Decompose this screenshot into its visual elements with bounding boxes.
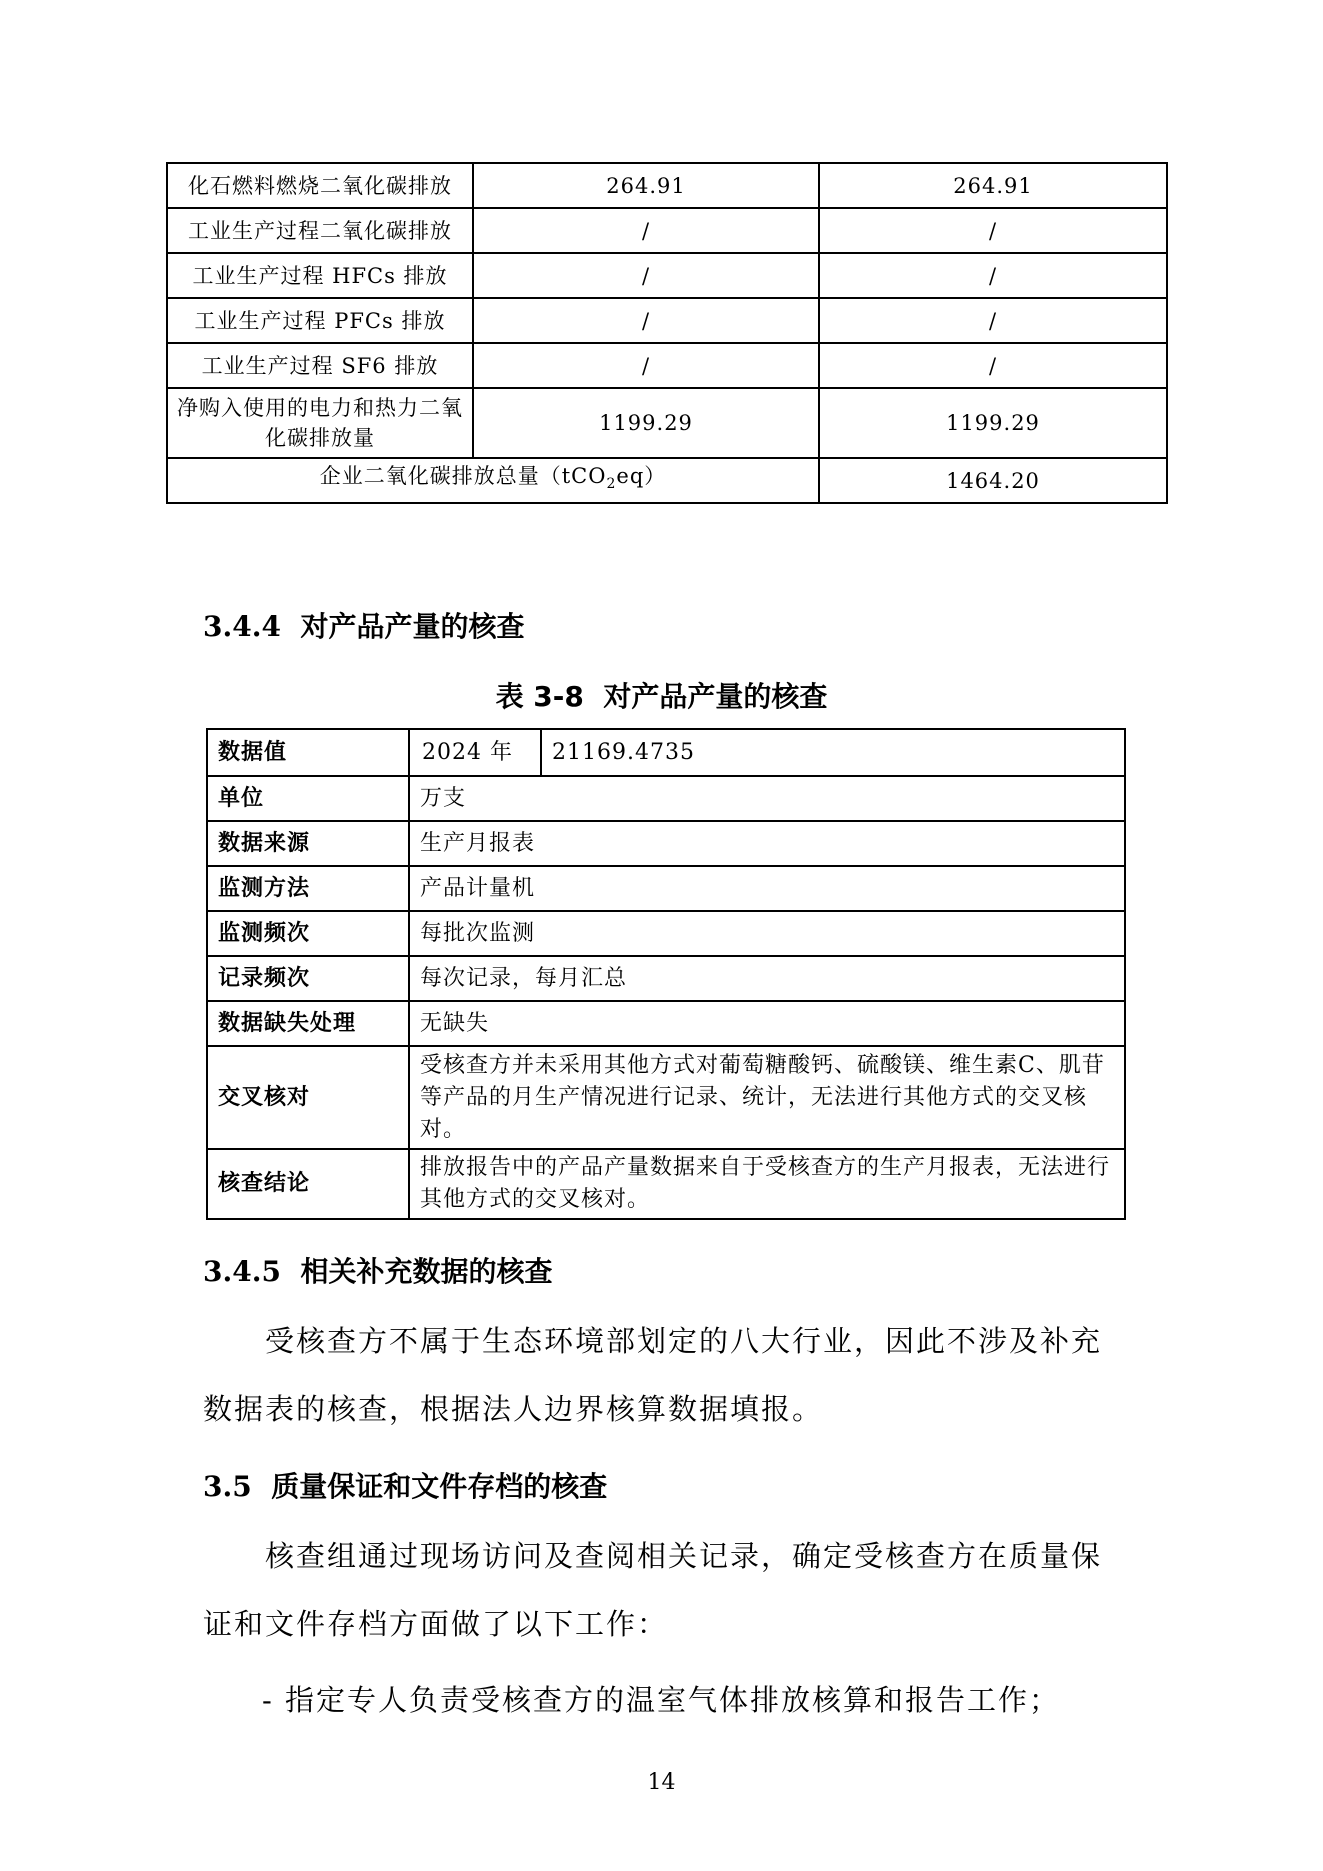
section-heading-3-4-5 bbox=[203, 1250, 552, 1290]
table-caption bbox=[0, 675, 1323, 715]
row-value-2: 264.91 bbox=[819, 163, 1167, 208]
row-value-1: 264.91 bbox=[473, 163, 819, 208]
row-value-2: / bbox=[819, 298, 1167, 343]
section-heading-3-4-4 bbox=[203, 605, 524, 645]
row-label: 化石燃料燃烧二氧化碳排放 bbox=[167, 163, 473, 208]
table-row bbox=[207, 866, 1125, 911]
table-row bbox=[207, 776, 1125, 821]
row-label: 工业生产过程二氧化碳排放 bbox=[167, 208, 473, 253]
row-value-1: 1199.29 bbox=[473, 388, 819, 458]
table-row bbox=[207, 1046, 1125, 1149]
row-value: 受核查方并未采用其他方式对葡萄糖酸钙、硫酸镁、维生素C、肌苷等产品的月生产情况进行记录、统计，无法进行其他方式的交叉核对。 bbox=[409, 1046, 1125, 1149]
row-value: 每次记录，每月汇总 bbox=[409, 956, 1125, 1001]
bullet-item: - 指定专人负责受核查方的温室气体排放核算和报告工作； bbox=[262, 1683, 1061, 1717]
row-value-1: / bbox=[473, 253, 819, 298]
row-label: 数据缺失处理 bbox=[207, 1001, 409, 1046]
page-number: 14 bbox=[647, 1770, 676, 1795]
total-label-suffix: eq） bbox=[616, 464, 667, 489]
row-value-1: / bbox=[473, 343, 819, 388]
row-value-1: / bbox=[473, 208, 819, 253]
caption-title: 对产品产量的核查 bbox=[603, 680, 828, 713]
section-title: 质量保证和文件存档的核查 bbox=[271, 1470, 608, 1503]
row-label: 工业生产过程 SF6 排放 bbox=[167, 343, 473, 388]
value-cell bbox=[409, 729, 1125, 776]
table-row bbox=[207, 956, 1125, 1001]
total-row bbox=[167, 458, 1167, 503]
row-label: 数据值 bbox=[207, 729, 409, 776]
table-row bbox=[167, 163, 1167, 208]
row-value: 无缺失 bbox=[409, 1001, 1125, 1046]
paragraph-3-5: 核查组通过现场访问及查阅相关记录，确定受核查方在质量保证和文件存档方面做了以下工作： bbox=[203, 1539, 1103, 1641]
emissions-table bbox=[166, 162, 1168, 504]
row-value-2: 1199.29 bbox=[819, 388, 1167, 458]
row-label: 工业生产过程 HFCs 排放 bbox=[167, 253, 473, 298]
row-label: 交叉核对 bbox=[207, 1046, 409, 1149]
row-label: 单位 bbox=[207, 776, 409, 821]
table-row bbox=[167, 208, 1167, 253]
total-label-prefix: 企业二氧化碳排放总量（tCO bbox=[319, 464, 607, 489]
total-value: 1464.20 bbox=[819, 458, 1167, 503]
row-label: 净购入使用的电力和热力二氧化碳排放量 bbox=[167, 388, 473, 458]
row-label: 监测方法 bbox=[207, 866, 409, 911]
table-row bbox=[167, 343, 1167, 388]
row-label: 记录频次 bbox=[207, 956, 409, 1001]
row-value-2: / bbox=[819, 343, 1167, 388]
row-value: 每批次监测 bbox=[409, 911, 1125, 956]
table-row bbox=[207, 1149, 1125, 1219]
row-value: 生产月报表 bbox=[409, 821, 1125, 866]
section-title: 对产品产量的核查 bbox=[300, 610, 525, 643]
section-title: 相关补充数据的核查 bbox=[300, 1255, 553, 1288]
section-heading-3-5 bbox=[203, 1465, 607, 1505]
row-value-1: / bbox=[473, 298, 819, 343]
value-amount: 21169.4735 bbox=[552, 739, 695, 765]
total-label-subscript: 2 bbox=[606, 476, 617, 493]
row-value: 排放报告中的产品产量数据来自于受核查方的生产月报表，无法进行其他方式的交叉核对。 bbox=[409, 1149, 1125, 1219]
year-cell: 2024 年 bbox=[422, 730, 542, 775]
row-value: 万支 bbox=[409, 776, 1125, 821]
table-row bbox=[167, 253, 1167, 298]
row-value-2: / bbox=[819, 208, 1167, 253]
section-number: 3.5 bbox=[203, 1470, 252, 1503]
row-label: 工业生产过程 PFCs 排放 bbox=[167, 298, 473, 343]
table-row bbox=[207, 821, 1125, 866]
total-label bbox=[167, 458, 819, 503]
table-row bbox=[207, 911, 1125, 956]
row-value: 产品计量机 bbox=[409, 866, 1125, 911]
row-label: 监测频次 bbox=[207, 911, 409, 956]
paragraph-3-4-5: 受核查方不属于生态环境部划定的八大行业，因此不涉及补充数据表的核查，根据法人边界核算数据填报。 bbox=[203, 1324, 1103, 1426]
row-label: 数据来源 bbox=[207, 821, 409, 866]
caption-number: 表 3-8 bbox=[495, 680, 584, 713]
row-label: 核查结论 bbox=[207, 1149, 409, 1219]
table-row bbox=[207, 1001, 1125, 1046]
product-output-table bbox=[206, 728, 1126, 1220]
table-row bbox=[167, 298, 1167, 343]
row-value-2: / bbox=[819, 253, 1167, 298]
section-number: 3.4.5 bbox=[203, 1255, 281, 1288]
table-row bbox=[167, 388, 1167, 458]
section-number: 3.4.4 bbox=[203, 610, 281, 643]
table-row bbox=[207, 729, 1125, 776]
